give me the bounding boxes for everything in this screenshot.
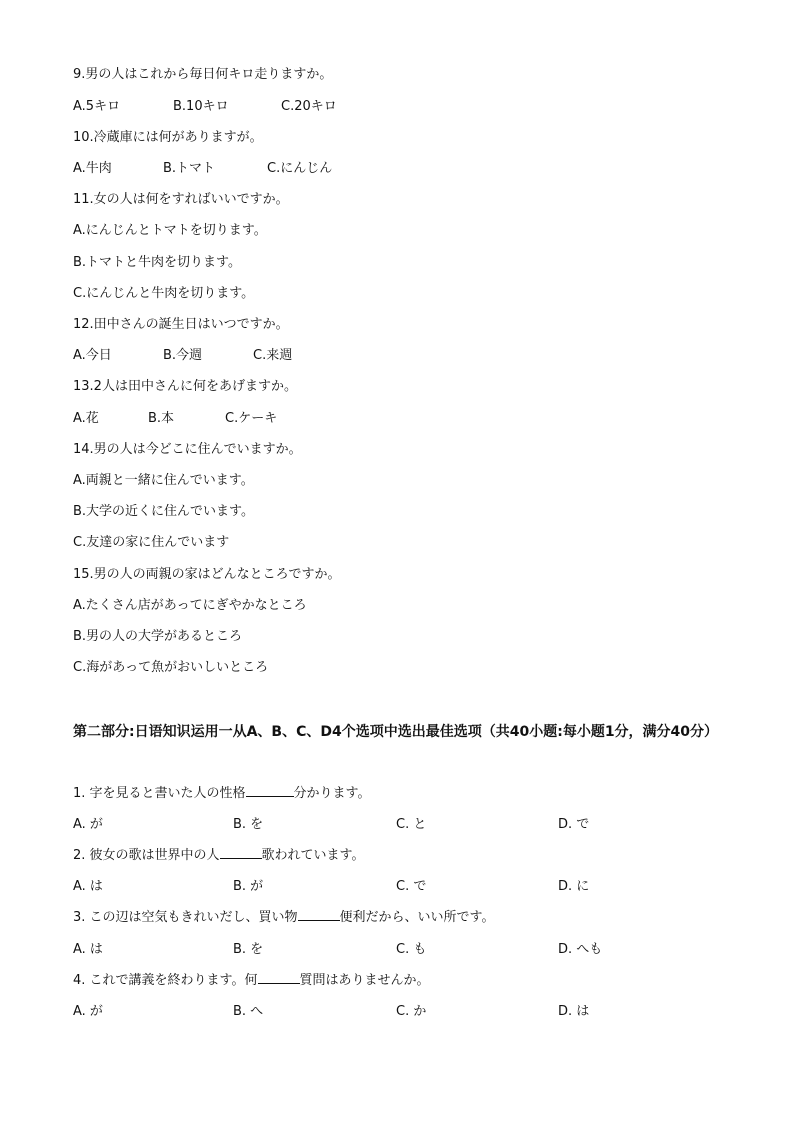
option-a: A.今日 xyxy=(73,348,112,363)
option-c: C. と xyxy=(396,817,427,832)
option-a: A.両親と一緒に住んでいます。 xyxy=(73,473,254,488)
option-b: B. を xyxy=(233,817,264,832)
option-a: A.牛肉 xyxy=(73,161,112,176)
answer-blank xyxy=(298,920,340,921)
option-c: C.来週 xyxy=(253,348,293,363)
option-b: B. へ xyxy=(233,1004,264,1019)
option-d: D. に xyxy=(558,879,590,894)
question-text: 分かります。 xyxy=(293,786,371,801)
option-c: C.友達の家に住んでいます xyxy=(73,535,230,550)
question-10: 10.冷蔵庫には何がありますが。 xyxy=(73,130,263,145)
option-c: C.にんじん xyxy=(267,161,333,176)
option-a: A.花 xyxy=(73,411,99,426)
question-text: 質問はありませんか。 xyxy=(299,973,430,988)
option-c: C. で xyxy=(396,879,427,894)
question-text: 歌われています。 xyxy=(261,848,365,863)
question-12-options xyxy=(73,347,373,365)
option-c: C.にんじんと牛肉を切ります。 xyxy=(73,286,255,301)
answer-blank xyxy=(220,858,262,859)
question-text: 便利だから、いい所です。 xyxy=(339,910,495,925)
grammar-question-1-options xyxy=(73,816,633,834)
option-a: A. が xyxy=(73,817,103,832)
grammar-question-3-options xyxy=(73,941,633,959)
question-13: 13.2人は田中さんに何をあげますか。 xyxy=(73,379,297,394)
question-text: 4. これで講義を終わります。何 xyxy=(73,973,258,988)
grammar-question-2 xyxy=(73,847,365,865)
question-11: 11.女の人は何をすればいいですか。 xyxy=(73,192,289,207)
option-a: A.にんじんとトマトを切ります。 xyxy=(73,223,267,238)
option-b: B. を xyxy=(233,942,264,957)
grammar-question-4-options xyxy=(73,1003,633,1021)
option-b: B.トマト xyxy=(163,161,216,176)
option-d: D. は xyxy=(558,1004,590,1019)
option-b: B.10キロ xyxy=(173,99,229,114)
option-a: A.5キロ xyxy=(73,99,121,114)
grammar-question-2-options xyxy=(73,878,633,896)
question-text: 3. この辺は空気もきれいだし、買い物 xyxy=(73,910,298,925)
option-c: C.海があって魚がおいしいところ xyxy=(73,660,269,675)
grammar-question-3 xyxy=(73,909,495,927)
option-a: A. が xyxy=(73,1004,103,1019)
answer-blank xyxy=(246,796,294,797)
option-c: C. か xyxy=(396,1004,427,1019)
option-b: B.本 xyxy=(148,411,175,426)
option-b: B.大学の近くに住んでいます。 xyxy=(73,504,255,519)
grammar-question-4 xyxy=(73,972,430,990)
option-c: C.20キロ xyxy=(281,99,337,114)
question-15: 15.男の人の両親の家はどんなところですか。 xyxy=(73,567,341,582)
option-a: A. は xyxy=(73,942,103,957)
option-b: B.今週 xyxy=(163,348,203,363)
question-9-options xyxy=(73,98,373,116)
question-text: 1. 字を見ると書いた人の性格 xyxy=(73,786,246,801)
option-c: C.ケーキ xyxy=(225,411,278,426)
option-c: C. も xyxy=(396,942,427,957)
grammar-question-1 xyxy=(73,785,371,803)
question-text: 2. 彼女の歌は世界中の人 xyxy=(73,848,220,863)
question-10-options xyxy=(73,160,373,178)
answer-blank xyxy=(258,983,300,984)
option-b: B.トマトと牛肉を切ります。 xyxy=(73,255,242,270)
option-d: D. へも xyxy=(558,942,603,957)
section-heading: 第二部分:日语知识运用一从A、B、C、D4个选项中选出最佳选项（共40小题:每小题1分，满分40分） xyxy=(73,724,719,740)
option-b: B.男の人の大学があるところ xyxy=(73,629,243,644)
option-d: D. で xyxy=(558,817,590,832)
option-a: A. は xyxy=(73,879,103,894)
option-b: B. が xyxy=(233,879,264,894)
question-14: 14.男の人は今どこに住んでいますか。 xyxy=(73,442,302,457)
question-9: 9.男の人はこれから毎日何キロ走りますか。 xyxy=(73,67,333,82)
question-13-options xyxy=(73,410,373,428)
question-12: 12.田中さんの誕生日はいつですか。 xyxy=(73,317,289,332)
option-a: A.たくさん店があってにぎやかなところ xyxy=(73,598,307,613)
